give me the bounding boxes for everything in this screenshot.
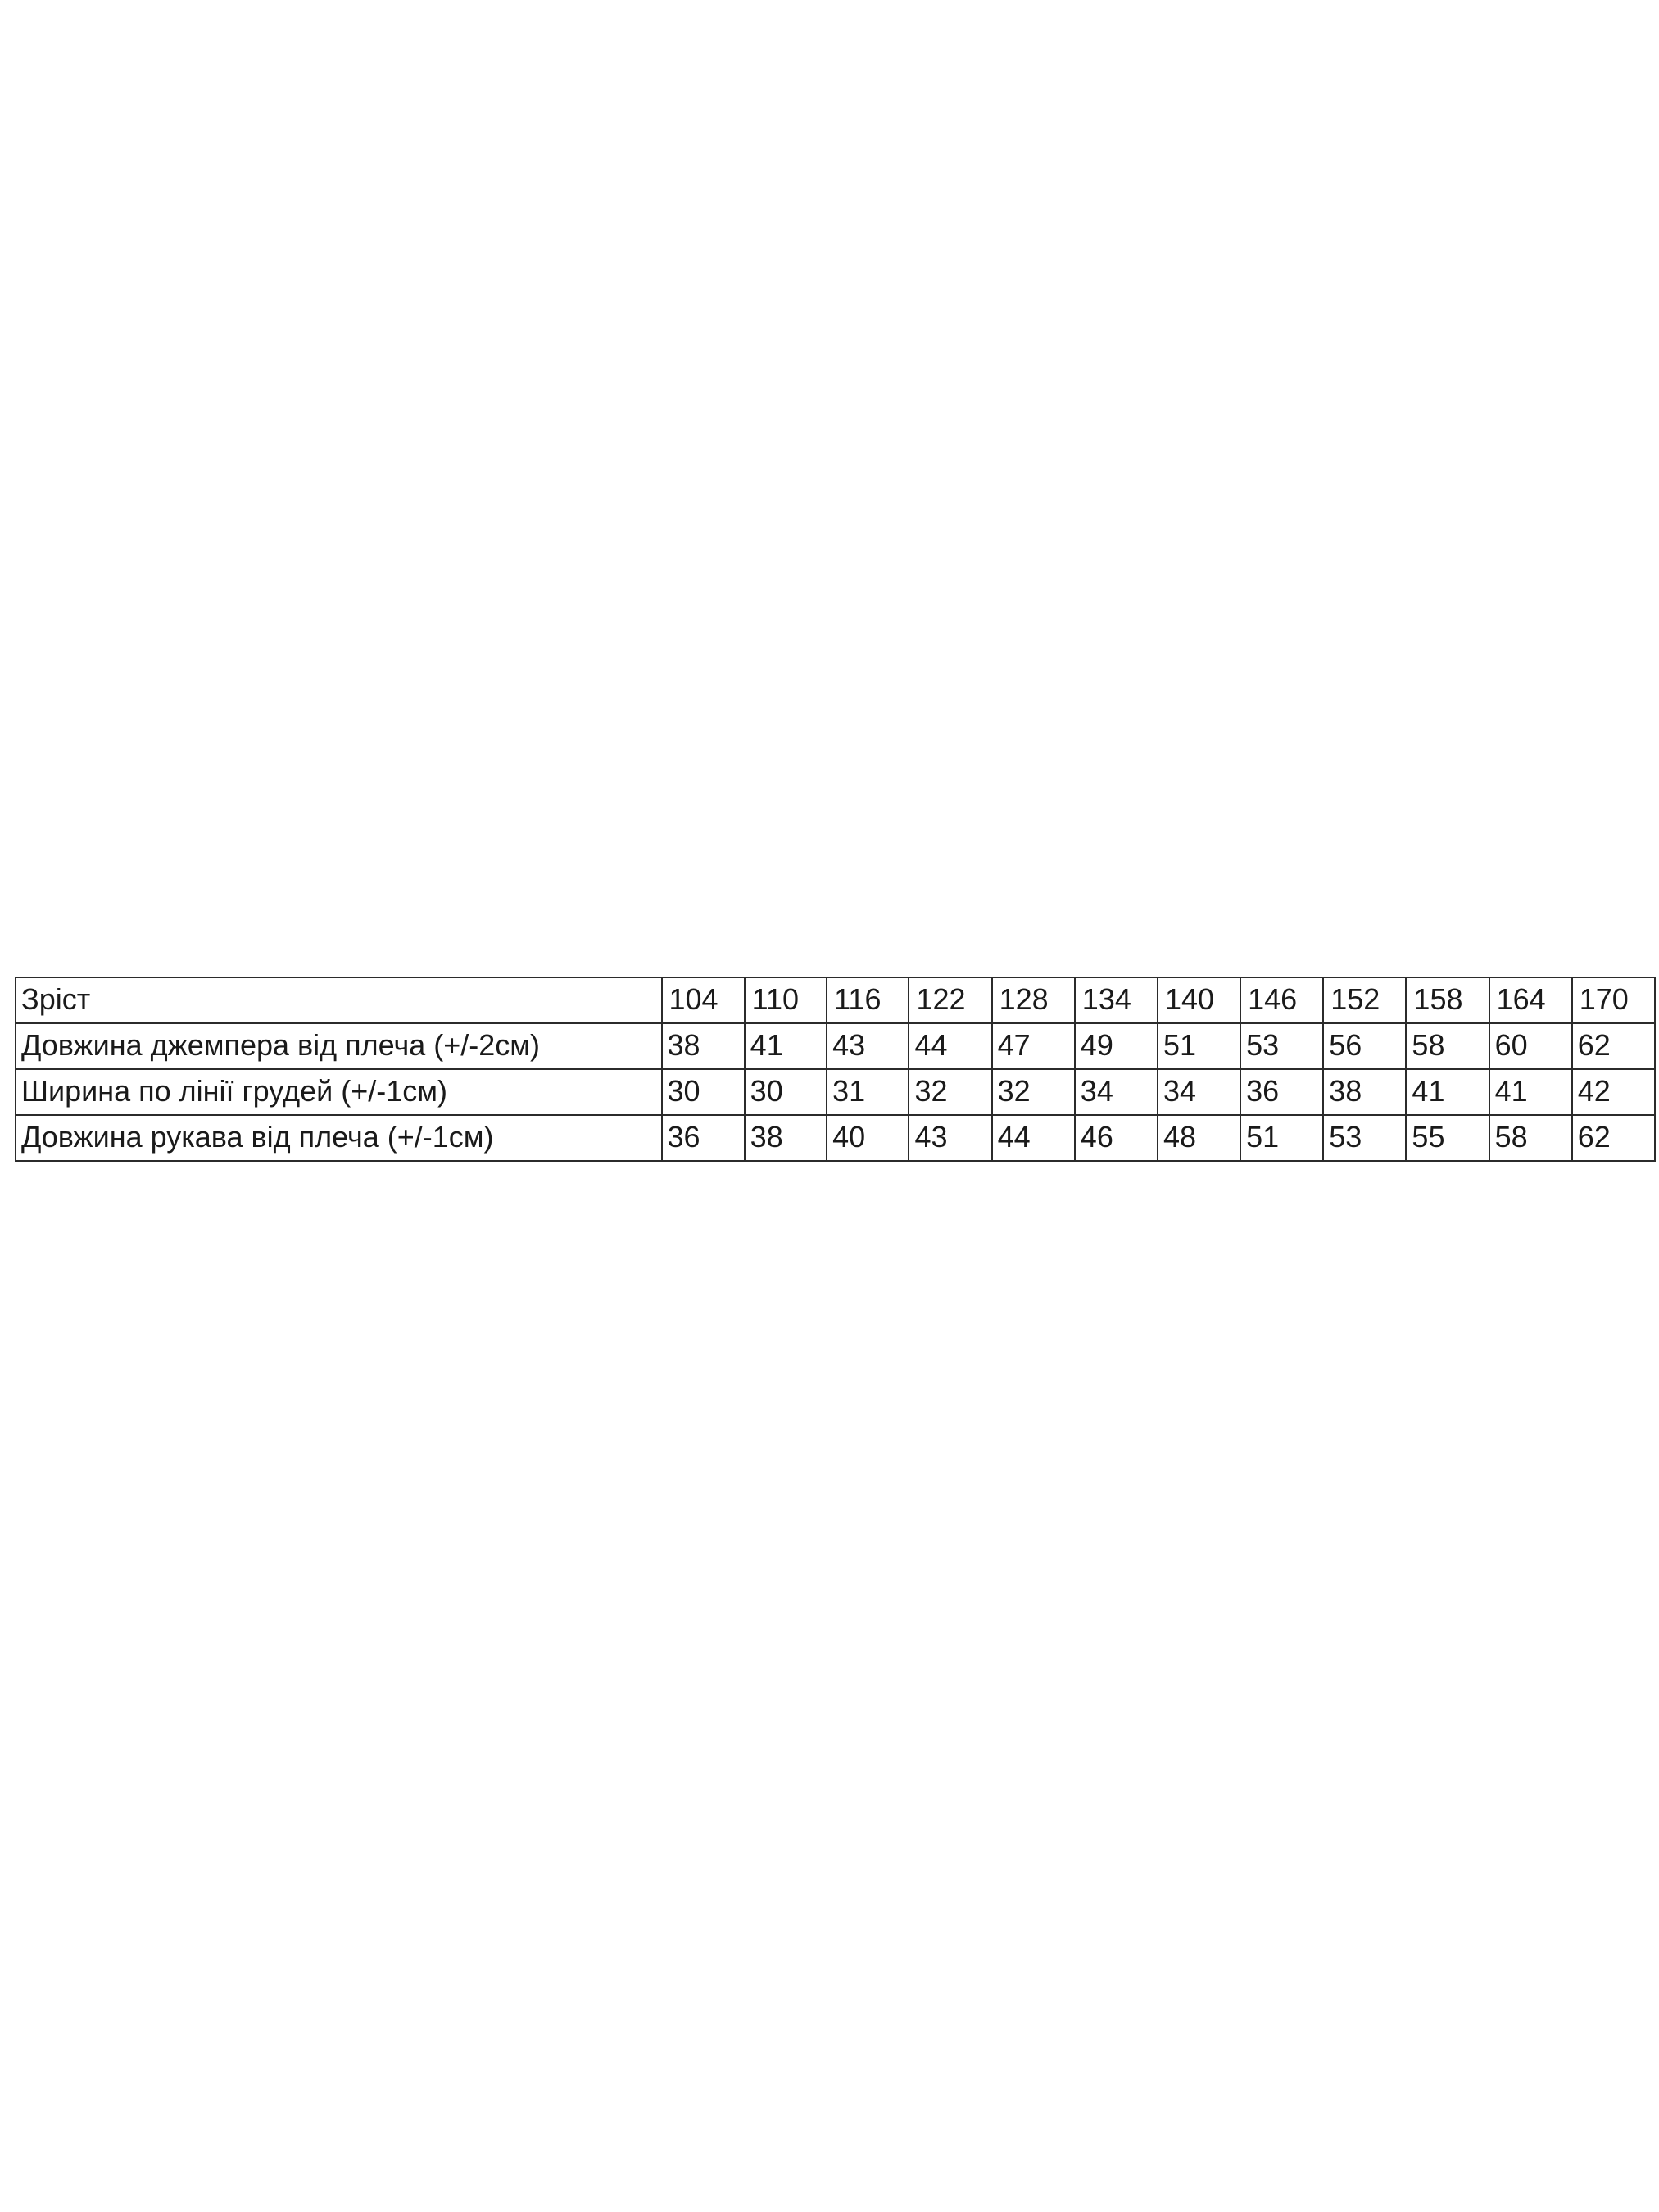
cell-jumper-length-104: 38 (662, 1023, 745, 1069)
cell-chest-width-116: 31 (827, 1069, 909, 1115)
cell-sleeve-length-110: 38 (745, 1115, 827, 1161)
cell-jumper-length-140: 51 (1158, 1023, 1240, 1069)
cell-jumper-length-152: 56 (1323, 1023, 1406, 1069)
cell-height-158: 158 (1406, 977, 1489, 1023)
cell-height-116: 116 (827, 977, 909, 1023)
cell-jumper-length-116: 43 (827, 1023, 909, 1069)
cell-sleeve-length-122: 43 (909, 1115, 991, 1161)
cell-jumper-length-146: 53 (1240, 1023, 1323, 1069)
cell-chest-width-128: 32 (992, 1069, 1075, 1115)
cell-height-134: 134 (1075, 977, 1158, 1023)
cell-height-128: 128 (992, 977, 1075, 1023)
cell-height-110: 110 (745, 977, 827, 1023)
cell-height-170: 170 (1572, 977, 1655, 1023)
cell-sleeve-length-128: 44 (992, 1115, 1075, 1161)
cell-height-146: 146 (1240, 977, 1323, 1023)
cell-chest-width-152: 38 (1323, 1069, 1406, 1115)
cell-sleeve-length-134: 46 (1075, 1115, 1158, 1161)
cell-height-140: 140 (1158, 977, 1240, 1023)
cell-sleeve-length-104: 36 (662, 1115, 745, 1161)
cell-height-152: 152 (1323, 977, 1406, 1023)
cell-jumper-length-128: 47 (992, 1023, 1075, 1069)
cell-jumper-length-122: 44 (909, 1023, 991, 1069)
size-chart-body (16, 977, 1655, 1161)
cell-chest-width-134: 34 (1075, 1069, 1158, 1115)
table-row (16, 1023, 1655, 1069)
table-row (16, 1115, 1655, 1161)
cell-height-122: 122 (909, 977, 991, 1023)
row-label-sleeve-length: Довжина рукава від плеча (+/-1см) (16, 1115, 662, 1161)
table-row (16, 1069, 1655, 1115)
cell-height-104: 104 (662, 977, 745, 1023)
cell-chest-width-158: 41 (1406, 1069, 1489, 1115)
size-chart-container (15, 977, 1656, 1162)
cell-sleeve-length-140: 48 (1158, 1115, 1240, 1161)
cell-chest-width-170: 42 (1572, 1069, 1655, 1115)
cell-chest-width-110: 30 (745, 1069, 827, 1115)
cell-sleeve-length-164: 58 (1489, 1115, 1572, 1161)
cell-chest-width-122: 32 (909, 1069, 991, 1115)
cell-sleeve-length-170: 62 (1572, 1115, 1655, 1161)
cell-height-164: 164 (1489, 977, 1572, 1023)
cell-jumper-length-170: 62 (1572, 1023, 1655, 1069)
cell-chest-width-146: 36 (1240, 1069, 1323, 1115)
cell-jumper-length-164: 60 (1489, 1023, 1572, 1069)
row-label-jumper-length: Довжина джемпера від плеча (+/-2см) (16, 1023, 662, 1069)
size-chart-table (15, 977, 1656, 1162)
row-label-chest-width: Ширина по лінії грудей (+/-1см) (16, 1069, 662, 1115)
table-row (16, 977, 1655, 1023)
cell-jumper-length-158: 58 (1406, 1023, 1489, 1069)
cell-sleeve-length-152: 53 (1323, 1115, 1406, 1161)
cell-sleeve-length-116: 40 (827, 1115, 909, 1161)
cell-chest-width-164: 41 (1489, 1069, 1572, 1115)
cell-chest-width-140: 34 (1158, 1069, 1240, 1115)
cell-sleeve-length-146: 51 (1240, 1115, 1323, 1161)
cell-jumper-length-134: 49 (1075, 1023, 1158, 1069)
cell-chest-width-104: 30 (662, 1069, 745, 1115)
cell-sleeve-length-158: 55 (1406, 1115, 1489, 1161)
row-label-height: Зріст (16, 977, 662, 1023)
cell-jumper-length-110: 41 (745, 1023, 827, 1069)
